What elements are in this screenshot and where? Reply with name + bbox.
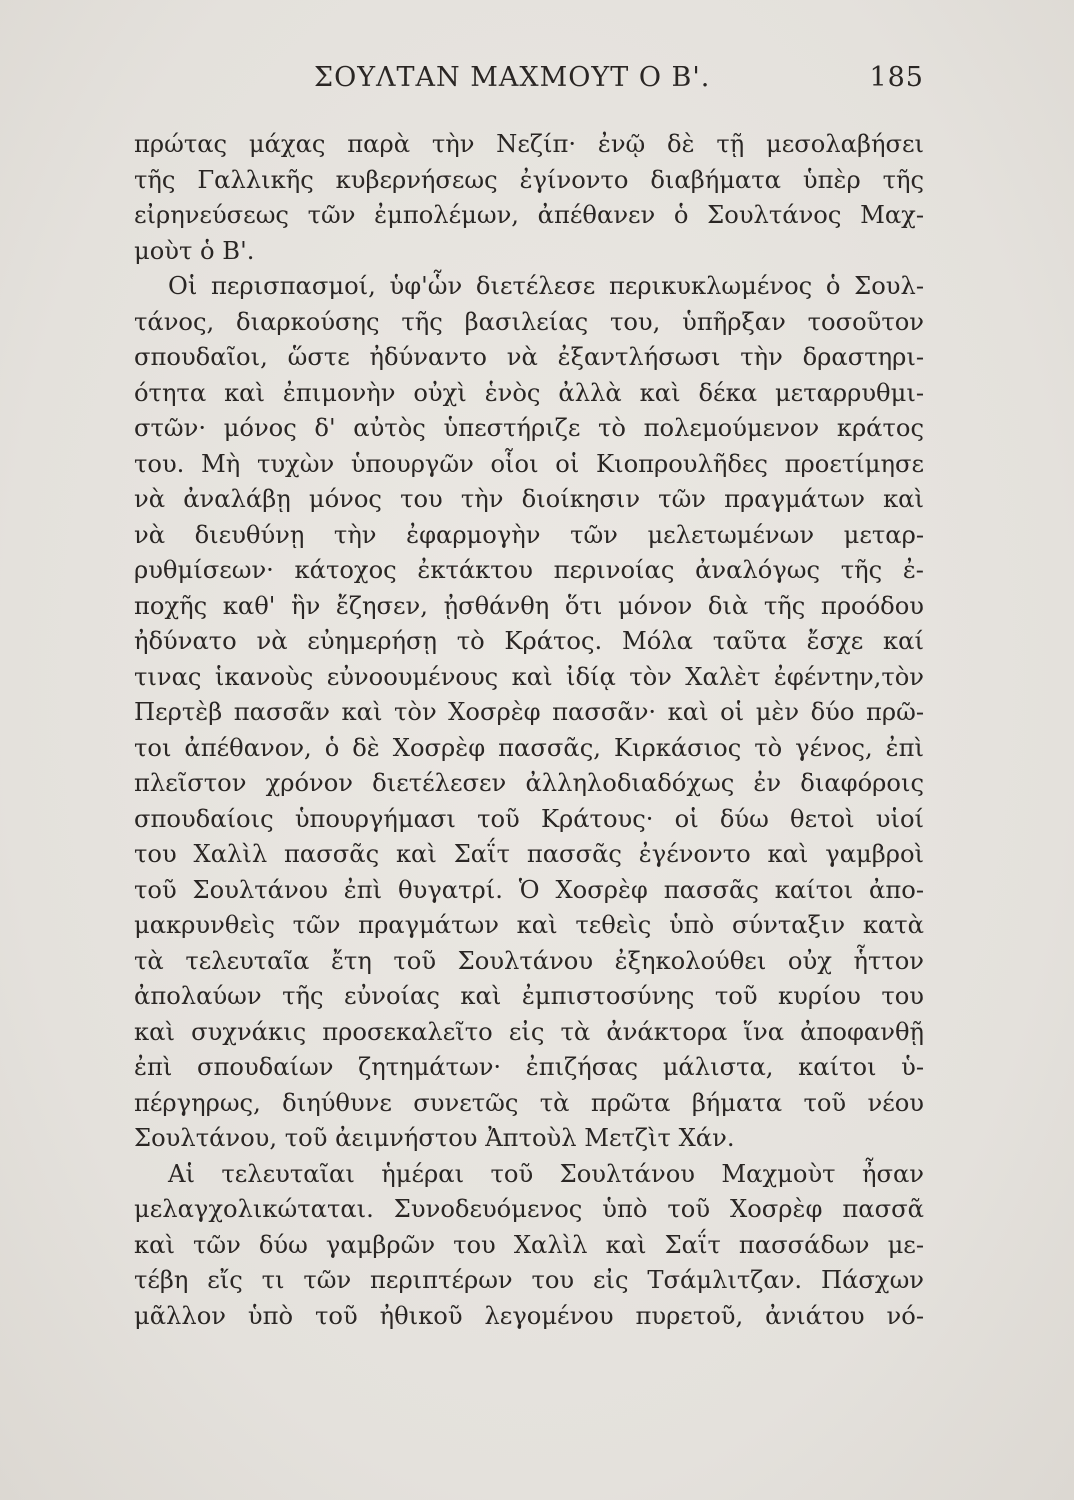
text-line: στῶν· μόνος δ' αὐτὸς ὑπεστήριζε τὸ πολεμούμενον κράτος — [134, 414, 924, 442]
body-text — [134, 127, 924, 1334]
text-line: τέβη εἴς τι τῶν περιπτέρων του εἰς Τσάμλιτζαν. Πάσχων — [134, 1266, 924, 1294]
text-line: νὰ διευθύνῃ τὴν ἐφαρμογὴν τῶν μελετωμένων μεταρ- — [134, 520, 924, 549]
text-line: σπουδαίοις ὑπουργήμασι τοῦ Κράτους· οἱ δύω θετοὶ υἱοί — [134, 804, 924, 833]
text-line: μᾶλλον ὑπὸ τοῦ ἠθικοῦ λεγομένου πυρετοῦ, ἀνιάτου νό- — [134, 1301, 924, 1330]
text-line: σπουδαῖοι, ὥστε ἠδύναντο νὰ ἐξαντλήσωσι τὴν δραστηρι- — [134, 343, 924, 371]
text-line: νὰ ἀναλάβῃ μόνος του τὴν διοίκησιν τῶν πραγμάτων καὶ — [134, 485, 924, 513]
text-line: Σουλτάνου, τοῦ ἀειμνήστου Ἀπτοὺλ Μετζὶτ Χάν. — [134, 1124, 735, 1152]
text-line: εἰρηνεύσεως τῶν ἐμπολέμων, ἀπέθανεν ὁ Σουλτάνος Μαχ- — [134, 201, 924, 229]
running-title: ΣΟΥΛΤΑΝ ΜΑΧΜΟΥΤ Ο Β'. — [314, 62, 711, 93]
text-line: τῆς Γαλλικῆς κυβερνήσεως ἐγίνοντο διαβήματα ὑπὲρ τῆς — [134, 165, 924, 194]
text-line: τινας ἱκανοὺς εὐνοουμένους καὶ ἰδίᾳ τὸν Χαλὲτ ἐφέντην,τὸν — [134, 662, 924, 691]
text-line: μοὺτ ὁ Β'. — [134, 236, 255, 265]
text-line: πλεῖστον χρόνον διετέλεσεν ἀλληλοδιαδόχως ἐν διαφόροις — [134, 769, 924, 797]
text-line: ρυθμίσεων· κάτοχος ἐκτάκτου περινοίας ἀναλόγως τῆς ἐ- — [134, 556, 924, 584]
text-line: του Χαλὶλ πασσᾶς καὶ Σαΐτ πασσᾶς ἐγένοντο καὶ γαμβροὶ — [134, 840, 924, 868]
text-line: Περτὲβ πασσᾶν καὶ τὸν Χοσρὲφ πασσᾶν· καὶ οἱ μὲν δύο πρῶ- — [134, 698, 924, 726]
text-line: πρώτας μάχας παρὰ τὴν Νεζίπ· ἐνῷ δὲ τῇ μεσολαβήσει — [134, 130, 924, 158]
text-line: τοι ἀπέθανον, ὁ δὲ Χοσρὲφ πασσᾶς, Κιρκάσιος τὸ γένος, ἐπὶ — [134, 733, 924, 762]
text-line: πέργηρως, διηύθυνε συνετῶς τὰ πρῶτα βήματα τοῦ νέου — [134, 1088, 924, 1117]
text-line: καὶ τῶν δύω γαμβρῶν του Χαλὶλ καὶ Σαΐτ πασσάδων με- — [134, 1230, 924, 1259]
text-line: μακρυνθεὶς τῶν πραγμάτων καὶ τεθεὶς ὑπὸ σύνταξιν κατὰ — [134, 911, 924, 939]
text-line: ἀπολαύων τῆς εὐνοίας καὶ ἐμπιστοσύνης τοῦ κυρίου του — [134, 982, 924, 1010]
text-line: ότητα καὶ ἐπιμονὴν οὐχὶ ἑνὸς ἀλλὰ καὶ δέκα μεταρρυθμι- — [134, 378, 924, 407]
text-line: ἐπὶ σπουδαίων ζητημάτων· ἐπιζήσας μάλιστα, καίτοι ὑ- — [134, 1053, 924, 1081]
text-line: τοῦ Σουλτάνου ἐπὶ θυγατρί. Ὁ Χοσρὲφ πασσᾶς καίτοι ἀπο- — [134, 875, 924, 904]
text-line: του. Μὴ τυχὼν ὑπουργῶν οἷοι οἱ Κιοπρουλῆδες προετίμησε — [134, 449, 924, 478]
text-line: Αἱ τελευταῖαι ἡμέραι τοῦ Σουλτάνου Μαχμοὺτ ἦσαν — [168, 1159, 924, 1188]
page-number: 185 — [869, 62, 924, 93]
text-line: τάνος, διαρκούσης τῆς βασιλείας του, ὑπῆρξαν τοσοῦτον — [134, 307, 924, 336]
text-line: ποχῆς καθ' ἣν ἔζησεν, ᾐσθάνθη ὅτι μόνον διὰ τῆς προόδου — [134, 591, 924, 620]
text-line: τὰ τελευταῖα ἔτη τοῦ Σουλτάνου ἐξηκολούθει οὐχ ἧττον — [134, 946, 924, 975]
text-line: Οἱ περισπασμοί, ὑφ'ὧν διετέλεσε περικυκλωμένος ὁ Σουλ- — [168, 272, 924, 300]
text-line: καὶ συχνάκις προσεκαλεῖτο εἰς τὰ ἀνάκτορα ἵνα ἀποφανθῇ — [134, 1017, 924, 1046]
text-line: ἠδύνατο νὰ εὐημερήσῃ τὸ Κράτος. Μόλα ταῦτα ἔσχε καί — [134, 627, 924, 655]
text-line: μελαγχολικώταται. Συνοδευόμενος ὑπὸ τοῦ Χοσρὲφ πασσᾶ — [134, 1195, 924, 1223]
page-header — [134, 62, 924, 102]
